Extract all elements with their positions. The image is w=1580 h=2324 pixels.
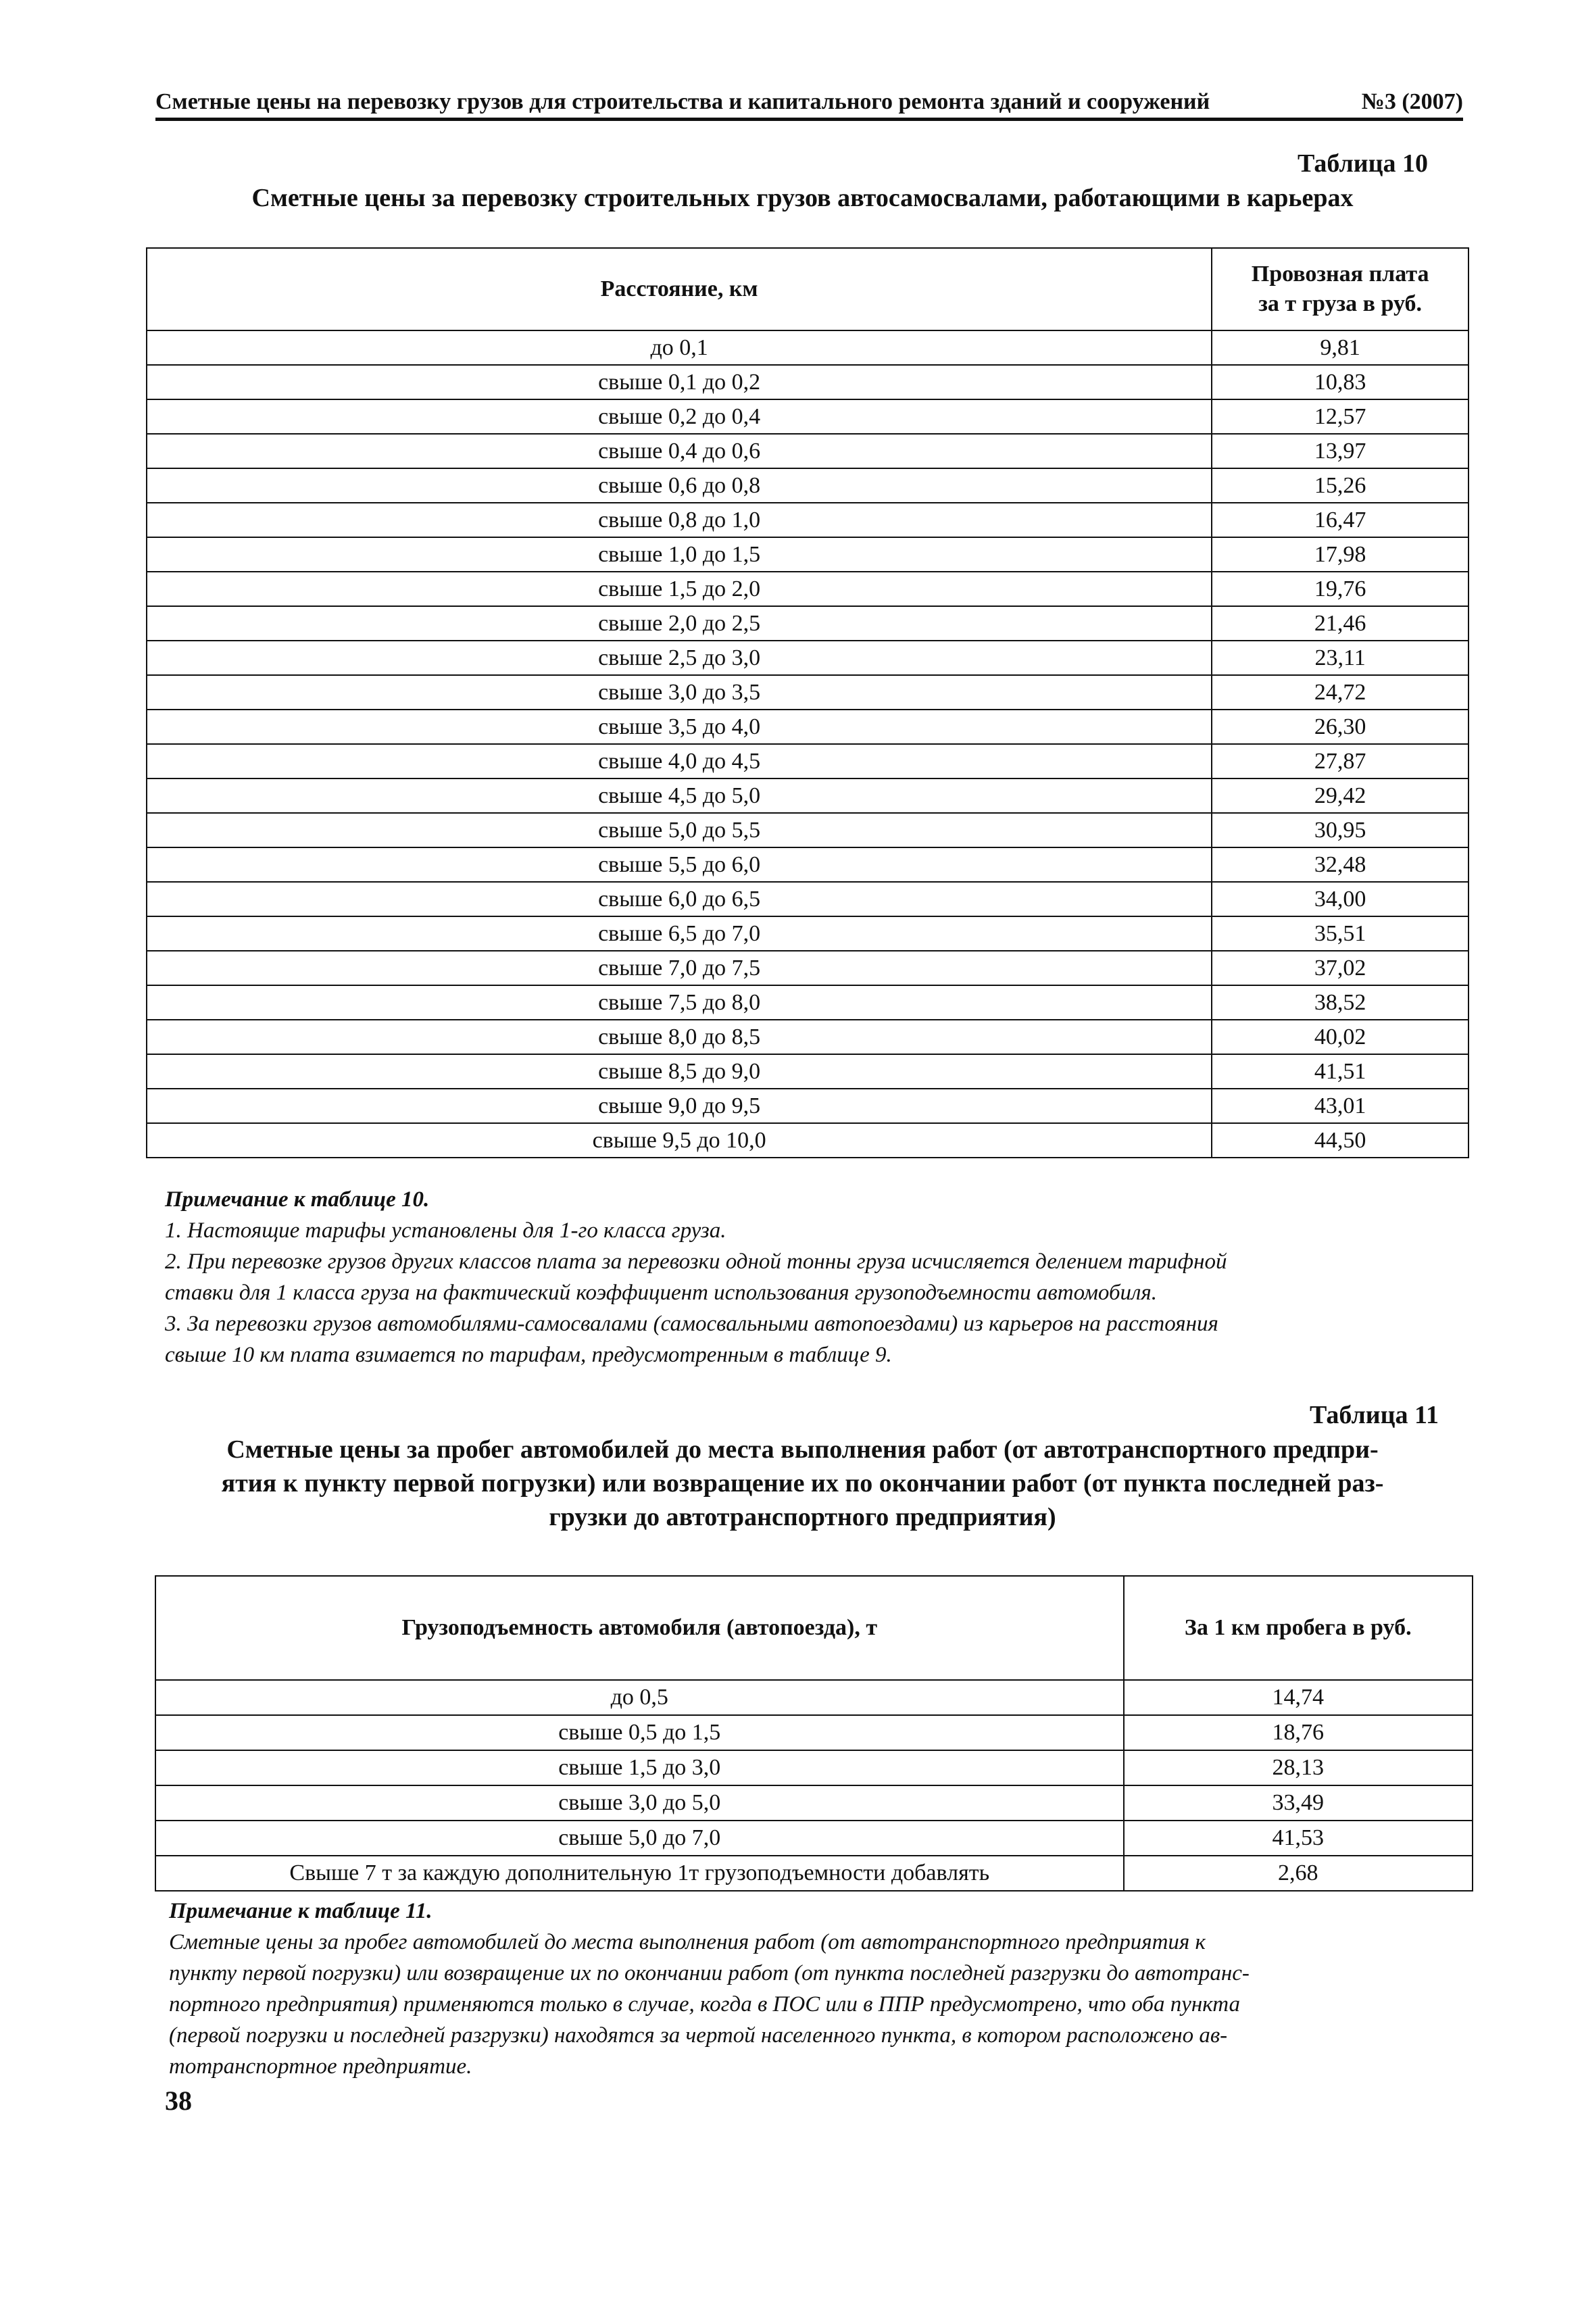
table10-range-cell: свыше 0,1 до 0,2: [147, 365, 1212, 399]
table10-price-cell: 41,51: [1212, 1054, 1468, 1089]
table10-range-cell: свыше 7,0 до 7,5: [147, 951, 1212, 985]
table11-range-cell: свыше 3,0 до 5,0: [155, 1785, 1124, 1821]
table11-title-line: грузки до автотранспортного предприятия): [549, 1503, 1056, 1531]
table10-note-heading: Примечание к таблице 10.: [165, 1187, 430, 1212]
table10-price-cell: 40,02: [1212, 1020, 1468, 1054]
note-line: 2. При перевозке грузов других классов плата за перевозки одной тонны груза исчисляется делением тарифной: [165, 1250, 1227, 1274]
table10-range-cell: свыше 8,5 до 9,0: [147, 1054, 1212, 1089]
table11-row: [155, 1856, 1473, 1891]
table10-row: [147, 1089, 1468, 1123]
table11-row: [155, 1821, 1473, 1856]
table10-range-cell: свыше 2,5 до 3,0: [147, 641, 1212, 675]
table10-price-cell: 29,42: [1212, 778, 1468, 813]
table10-row: [147, 916, 1468, 951]
table10-price-cell: 37,02: [1212, 951, 1468, 985]
table10-range-cell: свыше 0,4 до 0,6: [147, 434, 1212, 468]
table10-row: [147, 434, 1468, 468]
table10-range-cell: свыше 5,0 до 5,5: [147, 813, 1212, 847]
table10-row: [147, 641, 1468, 675]
table10-price-cell: 15,26: [1212, 468, 1468, 503]
note-line: 1. Настоящие тарифы установлены для 1-го класса груза.: [165, 1218, 726, 1243]
table10-price-cell: 32,48: [1212, 847, 1468, 882]
table10-note-lines: [165, 1215, 1449, 1370]
table10-row: [147, 572, 1468, 606]
table10-row: [147, 365, 1468, 399]
table10: [146, 247, 1469, 1158]
note-line: свыше 10 км плата взимается по тарифам, предусмотренным в таблице 9.: [165, 1343, 892, 1367]
running-header-title: Сметные цены на перевозку грузов для строительства и капитального ремонта зданий и сооружений: [155, 89, 1210, 114]
note-line: ставки для 1 класса груза на фактический коэффициент использования грузоподъемности автомобиля.: [165, 1281, 1158, 1305]
table11-label: Таблица 11: [1310, 1401, 1439, 1429]
table10-price-cell: 10,83: [1212, 365, 1468, 399]
running-header-issue: №3 (2007): [1361, 89, 1463, 114]
table11-title-line: ятия к пункту первой погрузки) или возвращение их по окончании работ (от пункта последней раз-: [221, 1469, 1384, 1498]
table11-note: [169, 1896, 1456, 2082]
table10-col-price-line2: за т груза в руб.: [1258, 291, 1423, 316]
table11-row: [155, 1785, 1473, 1821]
table10-row: [147, 1054, 1468, 1089]
table10-row: [147, 606, 1468, 641]
table10-row: [147, 710, 1468, 744]
table10-title: Сметные цены за перевозку строительных грузов автосамосвалами, работающими в карьерах: [251, 184, 1354, 212]
table10-row: [147, 503, 1468, 537]
table10-price-cell: 21,46: [1212, 606, 1468, 641]
table10-price-cell: 27,87: [1212, 744, 1468, 778]
table11-price-cell: 28,13: [1124, 1750, 1473, 1785]
table10-header-row: [147, 248, 1468, 330]
table11-header-row: [155, 1576, 1473, 1680]
table10-label: Таблица 10: [1298, 149, 1429, 178]
note-line: пункту первой погрузки) или возвращение их по окончании работ (от пункта последней разгрузки до автотранс-: [169, 1961, 1250, 1985]
table10-row: [147, 1123, 1468, 1158]
table10-range-cell: свыше 9,0 до 9,5: [147, 1089, 1212, 1123]
table10-range-cell: до 0,1: [147, 330, 1212, 365]
table11-title-line: Сметные цены за пробег автомобилей до места выполнения работ (от автотранспортного предпри-: [226, 1435, 1379, 1464]
table10-range-cell: свыше 0,8 до 1,0: [147, 503, 1212, 537]
table10-price-cell: 30,95: [1212, 813, 1468, 847]
table10-price-cell: 44,50: [1212, 1123, 1468, 1158]
table10-price-cell: 13,97: [1212, 434, 1468, 468]
table10-range-cell: свыше 2,0 до 2,5: [147, 606, 1212, 641]
table11-price-cell: 14,74: [1124, 1680, 1473, 1715]
table11-note-heading: Примечание к таблице 11.: [169, 1899, 433, 1923]
table10-row: [147, 675, 1468, 710]
table10-row: [147, 778, 1468, 813]
table11-range-cell: свыше 0,5 до 1,5: [155, 1715, 1124, 1750]
table11-row: [155, 1680, 1473, 1715]
table10-price-cell: 38,52: [1212, 985, 1468, 1020]
table10-col-price-line1: Провозная плата: [1251, 262, 1429, 287]
table10-row: [147, 882, 1468, 916]
table10-price-cell: 12,57: [1212, 399, 1468, 434]
table10-row: [147, 1020, 1468, 1054]
table10-range-cell: свыше 3,5 до 4,0: [147, 710, 1212, 744]
table11-body: [155, 1680, 1473, 1891]
table11-range-cell: до 0,5: [155, 1680, 1124, 1715]
table10-row: [147, 951, 1468, 985]
table10-price-cell: 34,00: [1212, 882, 1468, 916]
table11-price-cell: 33,49: [1124, 1785, 1473, 1821]
running-header: [155, 89, 1463, 121]
table10-range-cell: свыше 4,5 до 5,0: [147, 778, 1212, 813]
page-number: 38: [165, 2085, 192, 2116]
table10-range-cell: свыше 1,5 до 2,0: [147, 572, 1212, 606]
table10-range-cell: свыше 5,5 до 6,0: [147, 847, 1212, 882]
table10-range-cell: свыше 6,0 до 6,5: [147, 882, 1212, 916]
table10-price-cell: 19,76: [1212, 572, 1468, 606]
table10-row: [147, 399, 1468, 434]
table10-body: [147, 330, 1468, 1158]
table11-row: [155, 1750, 1473, 1785]
table11: [155, 1575, 1473, 1892]
table10-price-cell: 35,51: [1212, 916, 1468, 951]
table11-price-cell: 18,76: [1124, 1715, 1473, 1750]
table10-range-cell: свыше 3,0 до 3,5: [147, 675, 1212, 710]
table10-note: [165, 1184, 1449, 1370]
table11-col-capacity: Грузоподъемность автомобиля (автопоезда), т: [155, 1576, 1124, 1680]
note-line: Сметные цены за пробег автомобилей до места выполнения работ (от автотранспортного предприятия к: [169, 1930, 1206, 1954]
table10-price-cell: 23,11: [1212, 641, 1468, 675]
table11-range-cell: Свыше 7 т за каждую дополнительную 1т грузоподъемности добавлять: [155, 1856, 1124, 1891]
table10-row: [147, 468, 1468, 503]
table10-row: [147, 744, 1468, 778]
table10-row: [147, 330, 1468, 365]
table11-col-price: За 1 км пробега в руб.: [1124, 1576, 1473, 1680]
table10-col-price: [1212, 248, 1468, 330]
table10-row: [147, 847, 1468, 882]
table10-row: [147, 813, 1468, 847]
note-line: (первой погрузки и последней разгрузки) находятся за чертой населенного пункта, в котором расположено ав-: [169, 2023, 1228, 2048]
note-line: 3. За перевозки грузов автомобилями-самосвалами (самосвальными автопоездами) из карьеров на расстояния: [165, 1312, 1218, 1336]
table11-note-lines: [169, 1927, 1456, 2082]
table10-price-cell: 26,30: [1212, 710, 1468, 744]
table11-price-cell: 2,68: [1124, 1856, 1473, 1891]
table11-range-cell: свыше 1,5 до 3,0: [155, 1750, 1124, 1785]
table11-title: [135, 1433, 1470, 1534]
table10-price-cell: 17,98: [1212, 537, 1468, 572]
note-line: портного предприятия) применяются только в случае, когда в ПОС или в ППР предусмотрено, что оба пункта: [169, 1992, 1241, 2017]
table10-row: [147, 985, 1468, 1020]
table10-range-cell: свыше 1,0 до 1,5: [147, 537, 1212, 572]
table10-price-cell: 9,81: [1212, 330, 1468, 365]
table10-row: [147, 537, 1468, 572]
table11-row: [155, 1715, 1473, 1750]
table10-range-cell: свыше 0,2 до 0,4: [147, 399, 1212, 434]
note-line: тотранспортное предприятие.: [169, 2054, 472, 2079]
table10-range-cell: свыше 4,0 до 4,5: [147, 744, 1212, 778]
table10-range-cell: свыше 0,6 до 0,8: [147, 468, 1212, 503]
table10-range-cell: свыше 8,0 до 8,5: [147, 1020, 1212, 1054]
table10-range-cell: свыше 6,5 до 7,0: [147, 916, 1212, 951]
table10-col-distance: Расстояние, км: [147, 248, 1212, 330]
table11-price-cell: 41,53: [1124, 1821, 1473, 1856]
table11-range-cell: свыше 5,0 до 7,0: [155, 1821, 1124, 1856]
table10-range-cell: свыше 7,5 до 8,0: [147, 985, 1212, 1020]
table10-price-cell: 43,01: [1212, 1089, 1468, 1123]
table10-price-cell: 16,47: [1212, 503, 1468, 537]
table10-price-cell: 24,72: [1212, 675, 1468, 710]
table10-range-cell: свыше 9,5 до 10,0: [147, 1123, 1212, 1158]
